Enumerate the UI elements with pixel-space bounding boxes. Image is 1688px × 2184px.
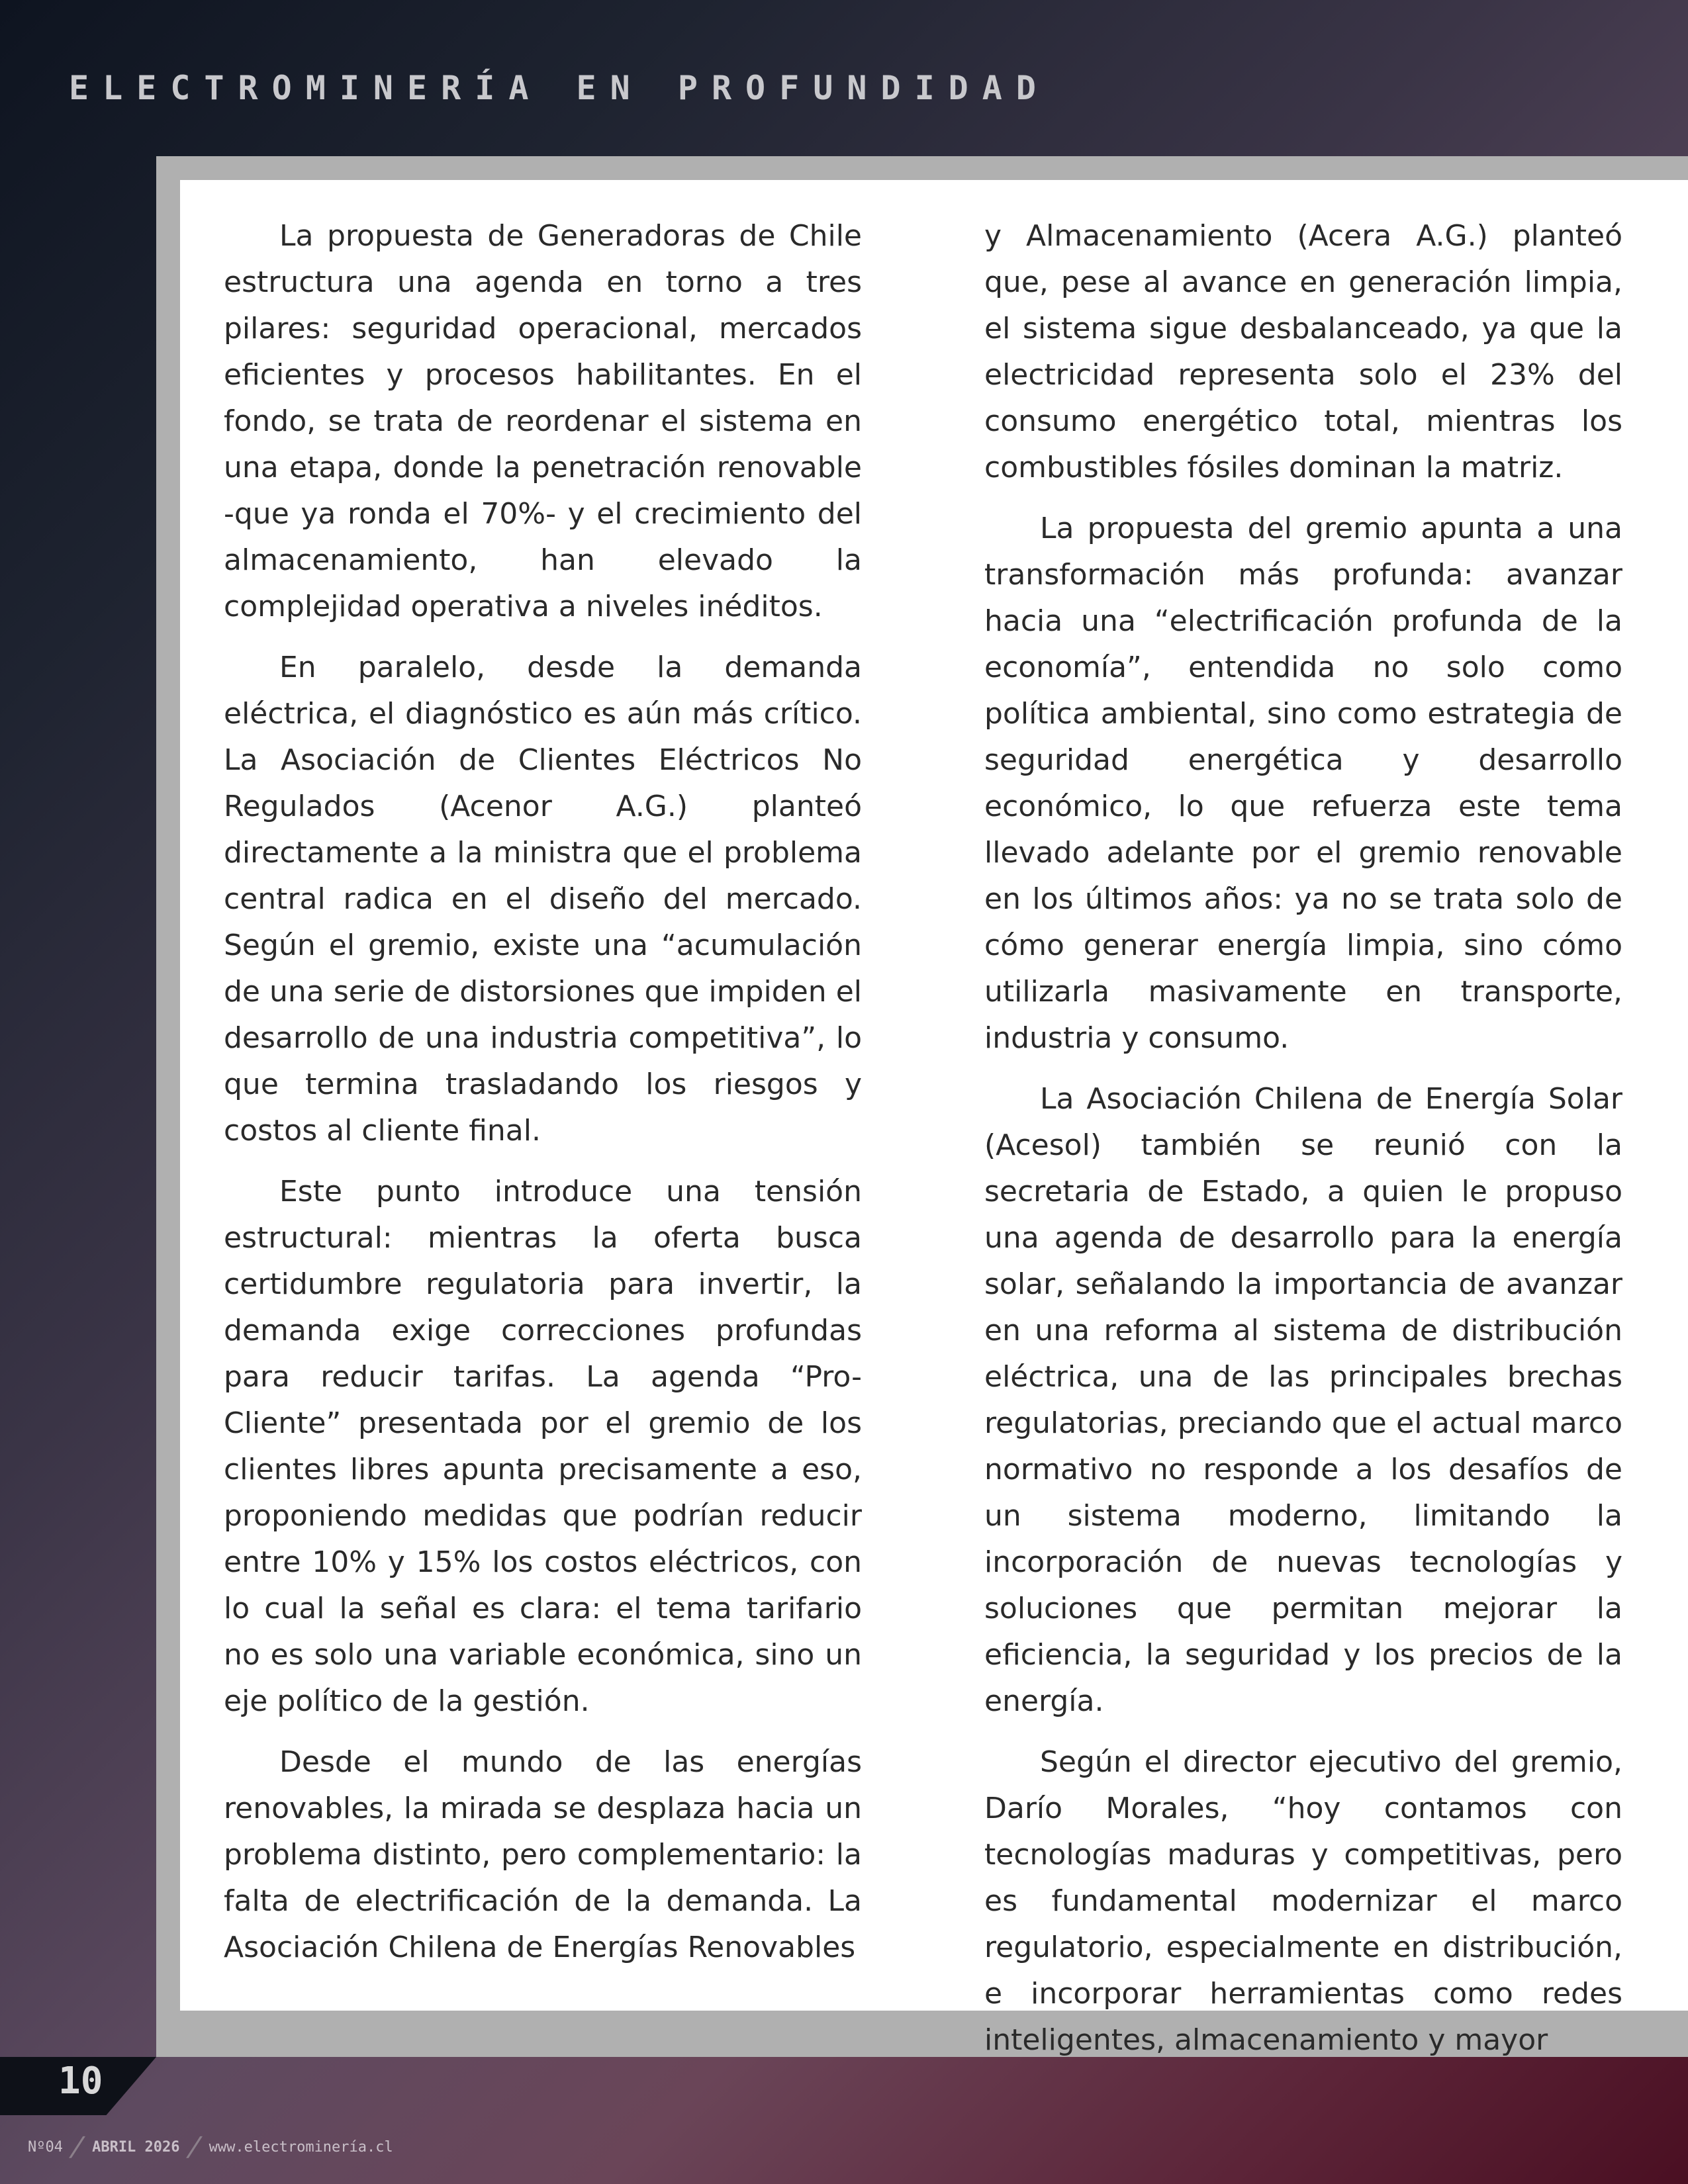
paragraph: La propuesta del gremio apunta a una transformación más profunda: avanzar hacia una “electrificación profunda de la economía”, entendida no solo como política ambiental, sino como estrategia de seguridad energética y desarrollo económico, lo que refuerza este tema llevado adelante por el gremio renovable en los últimos años: ya no se trata solo de cómo generar energía limpia, sino cómo utilizarla masivamente en transporte, industria y consumo. xyxy=(984,512,1622,1055)
paragraph: Según el director ejecutivo del gremio, Darío Morales, “hoy contamos con tecnologías maduras y competitivas, pero es fundamental modernizar el marco regulatorio, especialmente en distribución, e incorporar herramientas como redes inteligentes, almacenamiento y mayor xyxy=(984,1745,1622,2057)
paragraph: La Asociación Chilena de Energía Solar (Acesol) también se reunió con la secretaria de Estado, a quien le propuso una agenda de desarrollo para la energía solar, señalando la importancia de avanzar en una reforma al sistema de distribución eléctrica, una de las principales brechas regulatorias, preciando que el actual marco normativo no responde a los desafíos de un sistema moderno, limitando la incorporación de nuevas tecnologías y soluciones que permitan mejorar la eficiencia, la seguridad y los precios de la energía. xyxy=(984,1082,1622,1718)
separator: / xyxy=(66,2132,89,2162)
article-column-right xyxy=(984,213,1622,2078)
paragraph: La propuesta de Generadoras de Chile estructura una agenda en torno a tres pilares: seguridad operacional, mercados eficientes y procesos habilitantes. En el fondo, se trata de reordenar el sistema en una etapa, donde la penetración renovable -que ya ronda el 70%- y el crecimiento del almacenamiento, han elevado la complejidad operativa a niveles inéditos. xyxy=(224,219,862,623)
paragraph-continuation: y Almacenamiento (Acera A.G.) planteó que, pese al avance en generación limpia, el sistema sigue desbalanceado, ya que la electricidad representa solo el 23% del consumo energético total, mientras los combustibles fósiles dominan la matriz. xyxy=(984,219,1622,484)
issue-number: Nº04 xyxy=(28,2138,63,2156)
footer xyxy=(28,2134,393,2160)
separator: / xyxy=(183,2132,205,2162)
section-title: ELECTROMINERÍA EN PROFUNDIDAD xyxy=(69,69,1050,107)
website-link[interactable]: www.electrominería.cl xyxy=(209,2138,393,2156)
paragraph: Este punto introduce una tensión estructural: mientras la oferta busca certidumbre regulatoria para invertir, la demanda exige correcciones profundas para reducir tarifas. La agenda “Pro-Cliente” presentada por el gremio de los clientes libres apunta precisamente a eso, proponiendo medidas que podrían reducir entre 10% y 15% los costos eléctricos, con lo cual la señal es clara: el tema tarifario no es solo una variable económica, sino un eje político de la gestión. xyxy=(224,1175,862,1718)
issue-date: ABRIL 2026 xyxy=(92,2138,180,2156)
paragraph: Desde el mundo de las energías renovables, la mirada se desplaza hacia un problema distinto, pero complementario: la falta de electrificación de la demanda. La Asociación Chilena de Energías Renovables xyxy=(224,1745,862,1964)
paragraph: En paralelo, desde la demanda eléctrica, el diagnóstico es aún más crítico. La Asociación de Clientes Eléctricos No Regulados (Acenor A.G.) planteó directamente a la ministra que el problema central radica en el diseño del mercado. Según el gremio, existe una “acumulación de una serie de distorsiones que impiden el desarrollo de una industria competitiva”, lo que termina trasladando los riesgos y costos al cliente final. xyxy=(224,651,862,1148)
article-column-left xyxy=(224,213,862,1985)
page-number: 10 xyxy=(58,2060,103,2103)
